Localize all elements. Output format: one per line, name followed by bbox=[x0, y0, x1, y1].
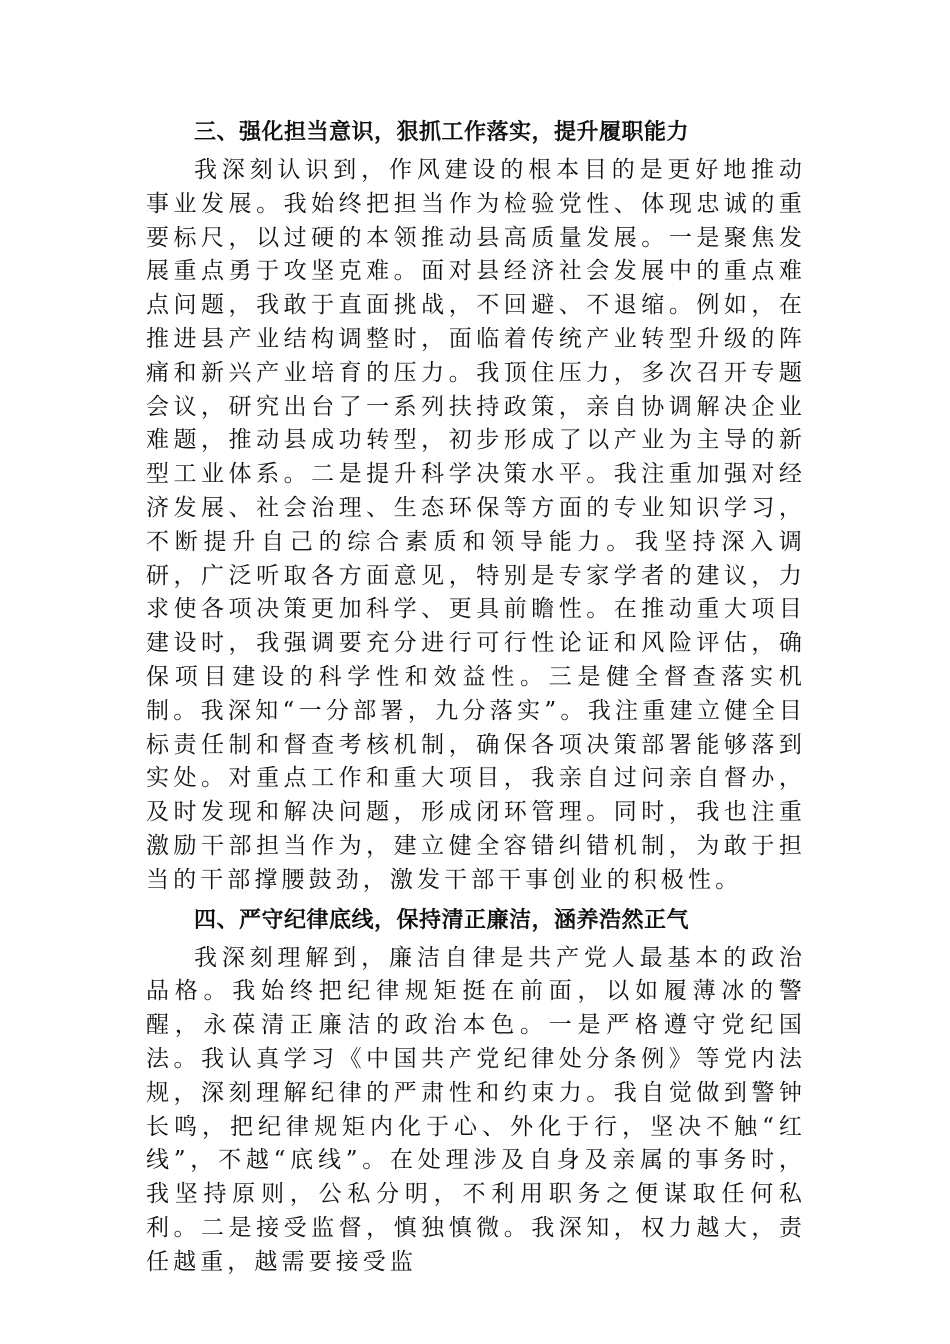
section-three-heading: 三、强化担当意识，狠抓工作落实，提升履职能力 bbox=[194, 120, 690, 145]
section-four-heading: 四、严守纪律底线，保持清正廉洁，涵养浩然正气 bbox=[194, 907, 690, 933]
document-page bbox=[146, 110, 806, 1280]
section-three-body: 我深刻认识到，作风建设的根本目的是更好地推动事业发展。我始终把担当作为检验党性、体现忠诚的重要标尺，以过硬的本领推动县高质量发展。一是聚焦发展重点勇于攻坚克难。面对县经济社会发展中的重点难点问题，我敢于直面挑战，不回避、不退缩。例如，在推进县产业结构调整时，面临着传统产业转型升级的阵痛和新兴产业培育的压力。我顶住压力，多次召开专题会议，研究出台了一系列扶持政策，亲自协调解决企业难题，推动县成功转型，初步形成了以产业为主导的新型工业体系。二是提升科学决策水平。我注重加强对经济发展、社会治理、生态环保等方面的专业知识学习，不断提升自己的综合素质和领导能力。我坚持深入调研，广泛听取各方面意见，特别是专家学者的建议，力求使各项决策更加科学、更具前瞻性。在推动重大项目建设时，我强调要充分进行可行性论证和风险评估，确保项目建设的科学性和效益性。三是健全督查落实机制。我深知“一分部署，九分落实”。我注重建立健全目标责任制和督查考核机制，确保各项决策部署能够落到实处。对重点工作和重大项目，我亲自过问亲自督办，及时发现和解决问题，形成闭环管理。同时，我也注重激励干部担当作为，建立健全容错纠错机制，为敢于担当的干部撑腰鼓劲，激发干部干事创业的积极性。 bbox=[146, 157, 806, 893]
section-three bbox=[146, 110, 806, 898]
section-four bbox=[146, 898, 806, 1280]
section-four-body: 我深刻理解到，廉洁自律是共产党人最基本的政治品格。我始终把纪律规矩挺在前面，以如履薄冰的警醒，永葆清正廉洁的政治本色。一是严格遵守党纪国法。我认真学习《中国共产党纪律处分条例》等党内法规，深刻理解纪律的严肃性和约束力。我自觉做到警钟长鸣，把纪律规矩内化于心、外化于行，坚决不触“红线”，不越“底线”。在处理涉及自身及亲属的事务时，我坚持原则，公私分明，不利用职务之便谋取任何私利。二是接受监督，慎独慎微。我深知，权力越大，责任越重，越需要接受监 bbox=[146, 944, 806, 1275]
